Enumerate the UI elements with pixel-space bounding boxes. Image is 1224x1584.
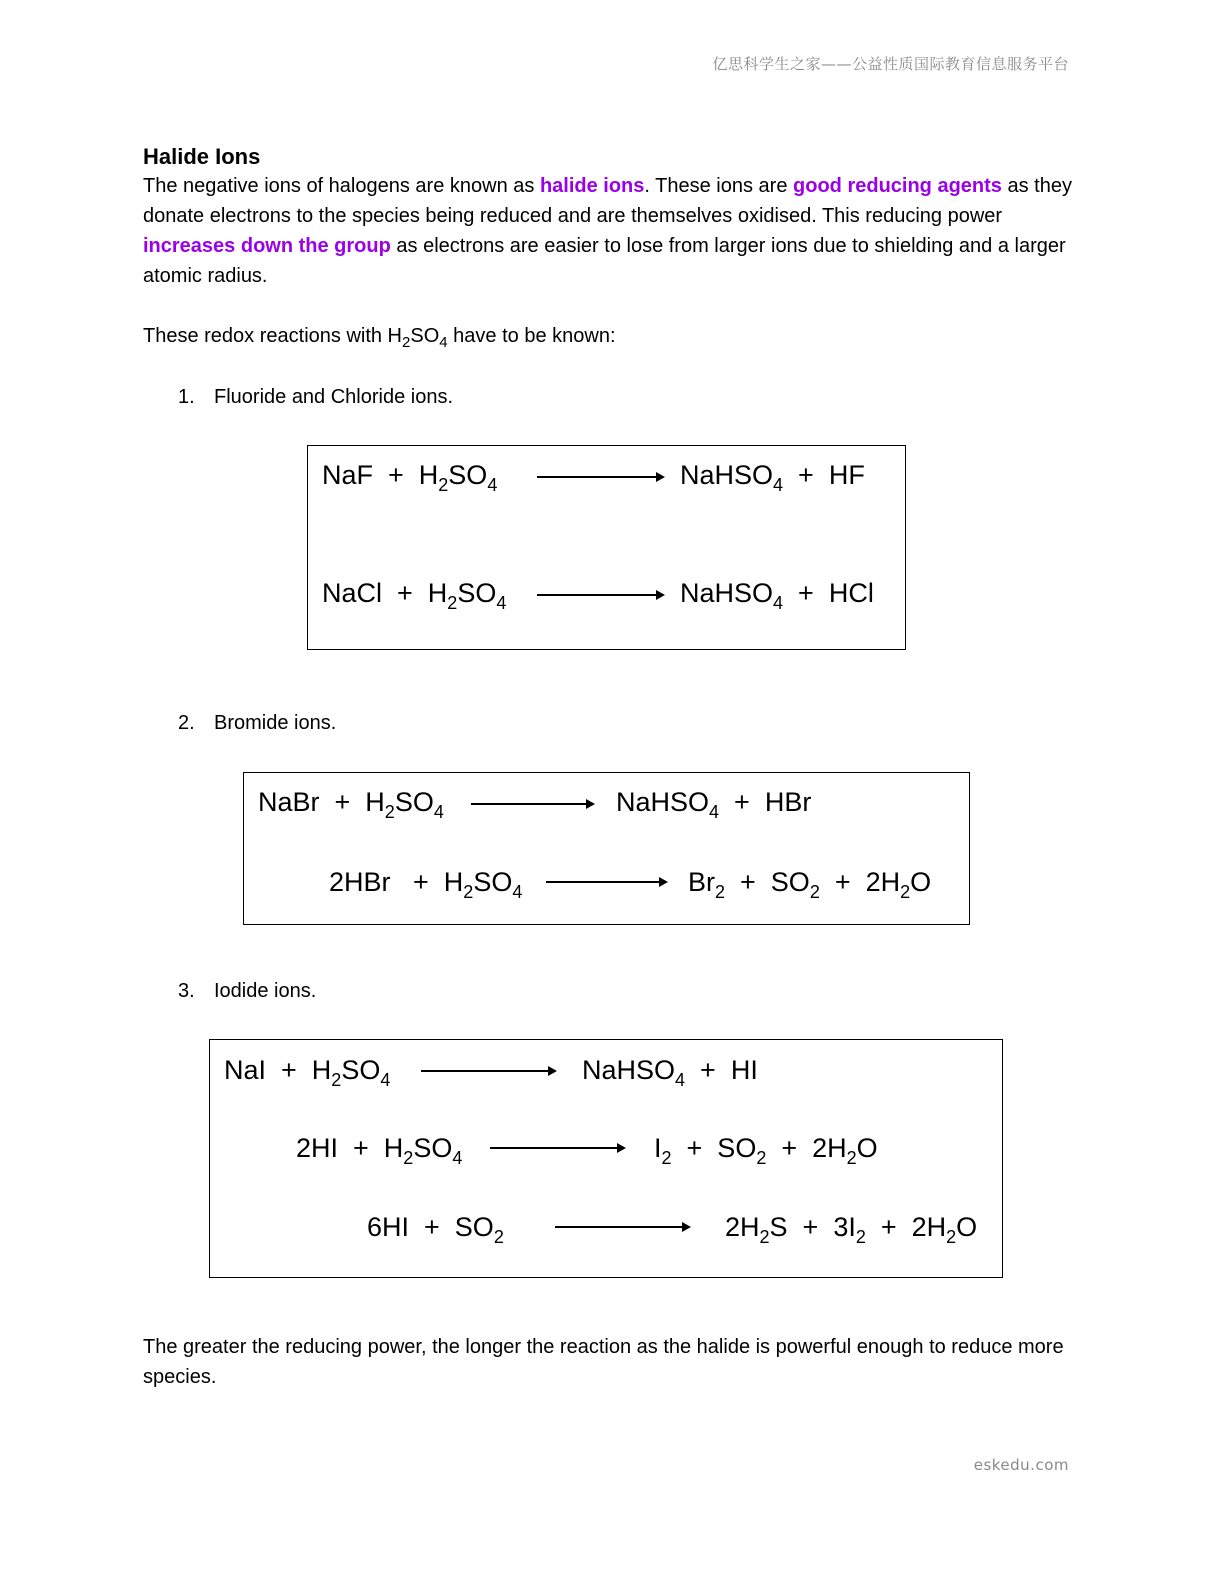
arrow-icon (546, 881, 666, 883)
intro-text-1: The negative ions of halogens are known as (143, 175, 540, 197)
list-number: 1. (178, 386, 195, 408)
list-item (178, 382, 453, 412)
arrow-icon (555, 1226, 689, 1228)
list-number: 2. (178, 712, 195, 734)
equation-box-iodide (209, 1039, 1003, 1278)
main-content (143, 143, 1083, 351)
equation-right: NaHSO$_4$ + HF (680, 460, 865, 495)
section-title: Halide Ions (143, 144, 261, 169)
equation-left: $2HBr + H_2SO_4$ (329, 867, 523, 902)
intro-text-4: as electrons are easier to lose from larger ions due to shielding and a larger atomic radius. (143, 235, 1066, 287)
equation-left: NaF + $H_2SO_4$ (322, 460, 498, 495)
subscript: 4 (439, 334, 448, 351)
arrow-icon (537, 594, 663, 596)
intro-text-3: as they donate electrons to the species being reduced and are themselves oxidised. This reducing power (143, 175, 1072, 227)
list-item (178, 708, 336, 738)
equation-right: NaHSO$_4$ + HCl (680, 578, 874, 613)
reactions-intro (143, 321, 1083, 351)
arrow-icon (490, 1147, 624, 1149)
equation-right: $I_2 + SO_2 + 2H_2O$ (654, 1133, 878, 1168)
reactions-intro-pre: These redox reactions with H (143, 325, 403, 347)
equation-right: $2H_2S + 3I_2 + 2H_2O$ (725, 1212, 978, 1247)
list-label: Iodide ions. (214, 980, 317, 1002)
arrow-icon (471, 803, 593, 805)
equation-right: NaHSO$_4$ + HI (582, 1055, 758, 1090)
page-footer: eskedu.com (973, 1456, 1069, 1474)
equation-box-fluoride-chloride (307, 445, 906, 650)
highlight-halide-ions: halide ions (539, 175, 645, 197)
list-label: Bromide ions. (214, 712, 337, 734)
list-item (178, 976, 316, 1006)
equation-left: NaBr + $H_2SO_4$ (258, 787, 444, 822)
page-header: 亿思科学生之家——公益性质国际教育信息服务平台 (712, 55, 1069, 73)
intro-paragraph (143, 171, 1083, 291)
equation-right: NaHSO$_4$ + HBr (616, 787, 812, 822)
arrow-icon (421, 1070, 555, 1072)
list-number: 3. (178, 980, 195, 1002)
highlight-increases-down-group: increases down the group (143, 235, 391, 257)
intro-text-2: . These ions are (644, 175, 794, 197)
equation-left: $6HI + SO_2$ (367, 1212, 504, 1247)
reactions-intro-mid: SO (410, 325, 440, 347)
equation-right: $Br_2 + SO_2 + 2H_2O$ (688, 867, 932, 902)
equation-left: NaI + $H_2SO_4$ (224, 1055, 391, 1090)
equation-left: $2HI + H_2SO_4$ (296, 1133, 463, 1168)
equation-left: NaCl + $H_2SO_4$ (322, 578, 507, 613)
conclusion-paragraph: The greater the reducing power, the longer the reaction as the halide is powerful enough to reduce more species. (143, 1336, 1064, 1388)
reactions-intro-post: have to be known: (447, 325, 616, 347)
equation-box-bromide (243, 772, 970, 925)
arrow-icon (537, 476, 663, 478)
list-label: Fluoride and Chloride ions. (214, 386, 454, 408)
subscript: 2 (402, 334, 411, 351)
highlight-reducing-agents: good reducing agents (793, 175, 1002, 197)
